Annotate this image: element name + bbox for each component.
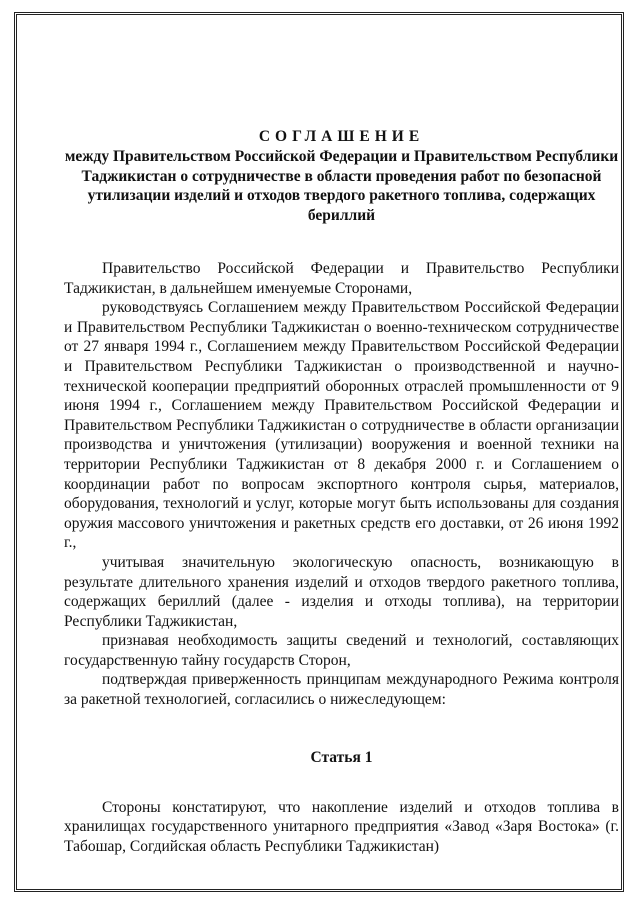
article-body xyxy=(64,798,619,857)
preamble xyxy=(64,259,619,710)
document-subtitle: между Правительством Российской Федерации и Правительством Республики Таджикистан о сотрудничестве в области проведения работ по безопасной утилизации изделий и отходов твердого ракетного топлива, содержащих бериллий xyxy=(64,148,619,224)
document-page xyxy=(14,12,624,892)
article-paragraph: Стороны констатируют, что накопление изделий и отходов топлива в хранилищах государственного унитарного предприятия «Завод «Заря Востока» (г. Табошар, Согдийская область Республики Таджикистан) xyxy=(64,798,619,855)
document-content xyxy=(64,127,619,856)
document-title: СОГЛАШЕНИЕ xyxy=(258,128,425,145)
paragraph-guided-by: руководствуясь Соглашением между Правительством Российской Федерации и Правительством Республики Таджикистан о военно-техническом сотрудничестве от 27 января 1994 г., Соглашением между Правительством Российской Федерации и Правительством Республики Таджикистан о производственной и научно-технической кооперации предприятий оборонных отраслей промышленности от 9 июня 1994 г., Соглашением между Правительством Российской Федерации и Правительством Республики Таджикистан о сотрудничестве в области организации производства и уничтожения (утилизации) вооружения и военной техники на территории Республики Таджикистан от 8 декабря 2000 г. и Соглашением о координации работ по вопросам экспортного контроля сырья, материалов, оборудования, технологий и услуг, которые могут быть использованы для создания оружия массового уничтожения и ракетных средств его доставки, от 26 июня 1992 г., xyxy=(64,299,619,552)
paragraph-parties: Правительство Российской Федерации и Правительство Республики Таджикистан, в дальнейшем именуемые Сторонами, xyxy=(64,260,619,297)
article-heading: Статья 1 xyxy=(310,748,373,766)
paragraph-recognizing: признавая необходимость защиты сведений и технологий, составляющих государственную тайну государств Сторон, xyxy=(64,632,619,669)
paragraph-confirming: подтверждая приверженность принципам международного Режима контроля за ракетной технологией, согласились о нижеследующем: xyxy=(64,671,619,709)
paragraph-considering: учитывая значительную экологическую опасность, возникающую в результате длительного хранения изделий и отходов твердого ракетного топлива, содержащих бериллий (далее - изделия и отходы топлива), на территории Республики Таджикистан, xyxy=(64,553,619,630)
